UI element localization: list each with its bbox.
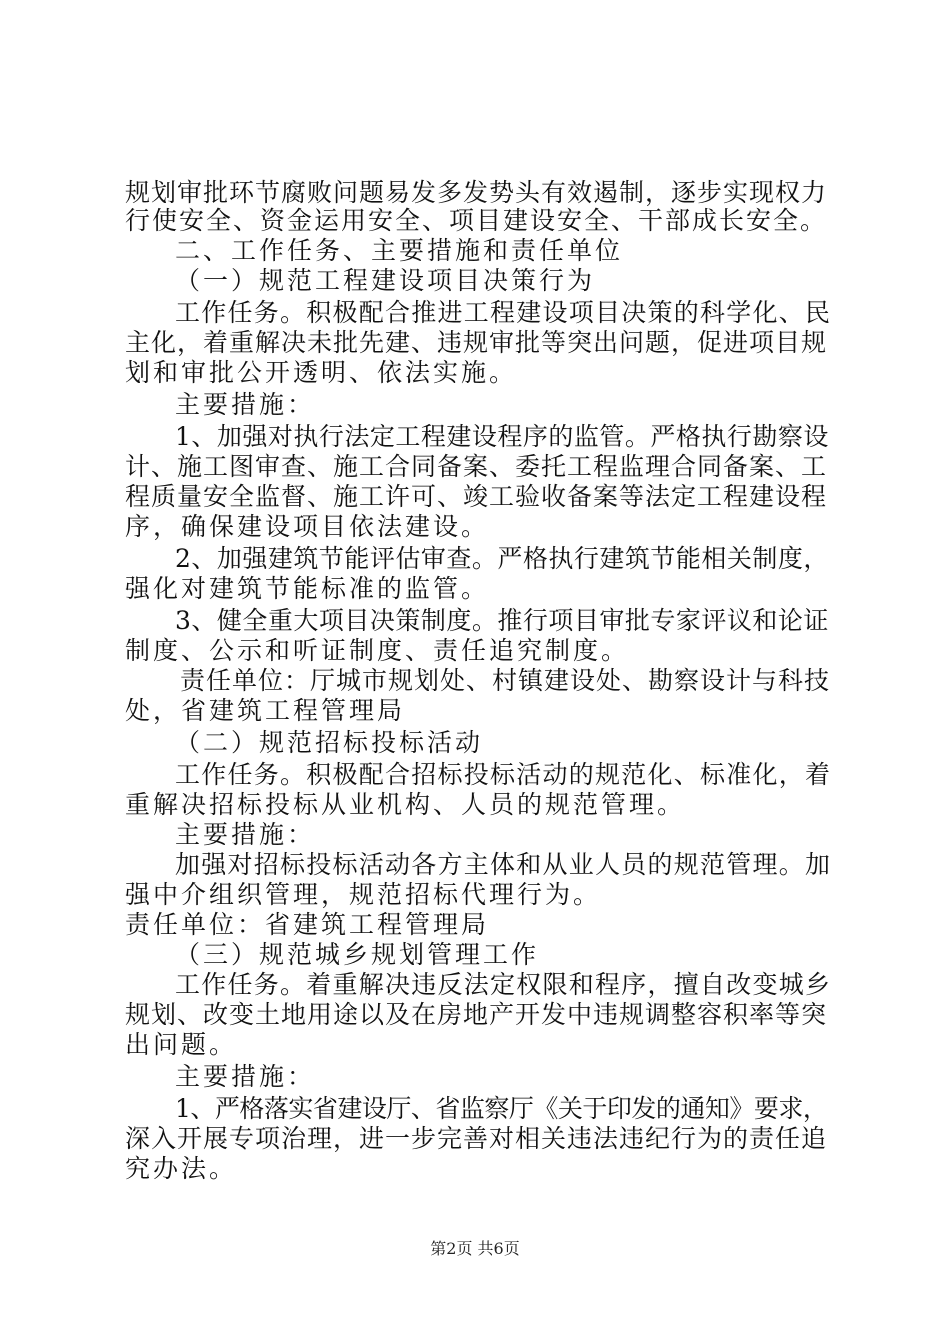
subsection-heading: （一）规范工程建设项目决策行为 — [175, 266, 596, 295]
body-line: 2、加强建筑节能评估审查。严格执行建筑节能相关制度， — [175, 544, 829, 573]
body-line: 工作任务。积极配合推进工程建设项目决策的科学化、民 — [175, 298, 832, 327]
body-line: 规划、改变土地用途以及在房地产开发中违规调整容积率等突 — [125, 1000, 828, 1029]
label-line: 主要措施： — [175, 390, 316, 419]
body-line: 序，确保建设项目依法建设。 — [125, 512, 490, 541]
body-line: 工作任务。积极配合招标投标活动的规范化、标准化，着 — [175, 760, 832, 789]
subsection-heading: （三）规范城乡规划管理工作 — [175, 940, 540, 969]
subsection-heading: （二）规范招标投标活动 — [175, 728, 484, 757]
section-heading: 二、工作任务、主要措施和责任单位 — [175, 236, 624, 265]
body-line: 规划审批环节腐败问题易发多发势头有效遏制，逐步实现权力 — [125, 178, 828, 207]
body-line: 重解决招标投标从业机构、人员的规范管理。 — [125, 790, 686, 819]
body-line: 程质量安全监督、施工许可、竣工验收备案等法定工程建设程 — [125, 482, 828, 511]
body-line: 制度、公示和听证制度、责任追究制度。 — [125, 636, 630, 665]
body-line: 3、健全重大项目决策制度。推行项目审批专家评议和论证 — [175, 606, 829, 635]
label-line: 主要措施： — [175, 820, 316, 849]
label-line: 主要措施： — [175, 1062, 316, 1091]
body-line: 划和审批公开透明、依法实施。 — [125, 358, 518, 387]
body-line: 计、施工图审查、施工合同备案、委托工程监理合同备案、工 — [125, 452, 828, 481]
body-line: 强中介组织管理，规范招标代理行为。 — [125, 880, 602, 909]
body-line: 出问题。 — [125, 1030, 238, 1059]
body-line: 责任单位：厅城市规划处、村镇建设处、勘察设计与科技 — [180, 666, 831, 695]
body-line: 行使安全、资金运用安全、项目建设安全、干部成长安全。 — [125, 206, 828, 235]
body-line: 究办法。 — [125, 1154, 238, 1183]
page-footer: 第2页 共6页 — [430, 1239, 520, 1258]
body-line: 强化对建筑节能标准的监管。 — [125, 574, 490, 603]
body-line: 主化，着重解决未批先建、违规审批等突出问题，促进项目规 — [125, 328, 828, 357]
body-line: 工作任务。着重解决违反法定权限和程序，擅自改变城乡 — [175, 970, 832, 999]
body-line: 处，省建筑工程管理局 — [125, 696, 406, 725]
body-line: 加强对招标投标活动各方主体和从业人员的规范管理。加 — [175, 850, 832, 879]
body-line: 责任单位：省建筑工程管理局 — [125, 910, 490, 939]
body-line: 深入开展专项治理，进一步完善对相关违法违纪行为的责任追 — [125, 1124, 828, 1153]
body-line: 1、严格落实省建设厅、省监察厅《关于印发的通知》要求， — [175, 1094, 828, 1123]
body-line: 1、加强对执行法定工程建设程序的监管。严格执行勘察设 — [175, 422, 829, 451]
